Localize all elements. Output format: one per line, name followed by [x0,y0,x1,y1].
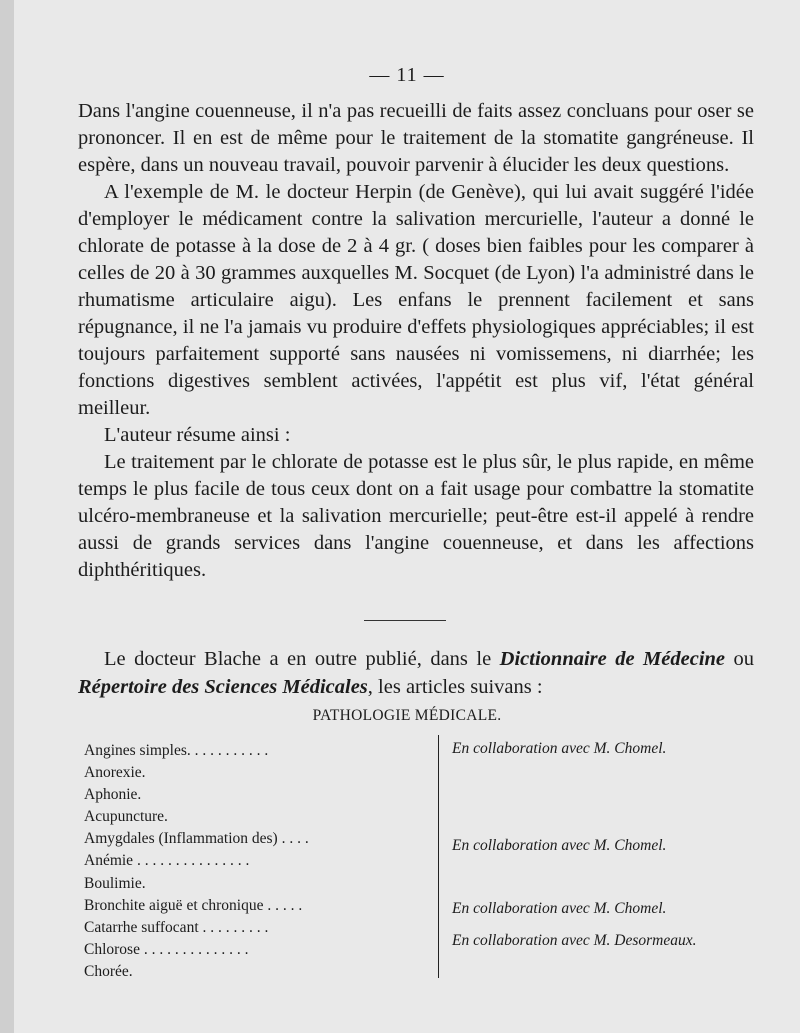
collaboration-note: En collaboration avec M. Chomel. [452,740,667,757]
list-item: Boulimie. [84,874,146,892]
document-page [14,0,800,1033]
intro-text: ou [725,648,755,670]
repertoire-title: Répertoire des Sciences Médicales [78,676,368,698]
list-item: Amygdales (Inflammation des) . . . . [84,830,309,848]
paragraph: A l'exemple de M. le docteur Herpin (de Genève), qui lui avait suggéré l'idée d'employer le médicament contre la salivation mercurielle, l'auteur a donné le chlorate de potasse à la dose de 2 à 4 gr. ( doses bien faibles pour les comparer à celles de 20 à 30 grammes auxquelles M. Socquet (de Lyon) l'a administré dans le rhumatisme articulaire aigu). Les enfans le prennent facilement et sans répugnance, il ne l'a jamais vu produire d'effets physiologiques appréciables; il est toujours parfaitement supporté sans nausées ni vomissemens, ni diarrhée; les fonctions digestives semblent activées, l'appétit est plus vif, l'état général meilleur. [78,181,754,419]
list-item: Bronchite aiguë et chronique . . . . . [84,896,303,914]
intro-text: Le docteur Blache a en outre publié, dans le [104,648,500,670]
list-item: Angines simples. . . . . . . . . . . [84,742,269,759]
list-item: Anémie . . . . . . . . . . . . . . . [84,852,250,870]
paragraph: Dans l'angine couenneuse, il n'a pas recueilli de faits assez concluans pour oser se prononcer. Il en est de même pour le traitement de la stomatite gangréneuse. Il espère, dans un nouveau travail, pouvoir parvenir à élucider les deux questions. [78,100,754,176]
page-number: — 11 — [369,64,445,86]
intro-text: , les articles suivans : [367,676,543,698]
section-divider [364,620,446,621]
collaboration-note: En collaboration avec M. Desormeaux. [452,932,697,949]
paragraph: L'auteur résume ainsi : [104,424,291,446]
collaboration-note: En collaboration avec M. Chomel. [452,900,667,917]
section-title: PATHOLOGIE MÉDICALE. [312,707,502,724]
list-item: Chorée. [84,962,133,980]
body-text [78,98,754,584]
brace-line [438,735,439,978]
collaboration-note: En collaboration avec M. Chomel. [452,837,667,854]
intro-paragraph [78,645,754,701]
dictionary-title: Dictionnaire de Médecine [499,648,726,670]
list-item: Acupuncture. [84,808,168,826]
article-list [84,740,444,983]
paragraph: Le traitement par le chlorate de potasse est le plus sûr, le plus rapide, en même temps le plus facile de tous ceux dont on a fait usage pour combattre la stomatite ulcéro-membraneuse et la salivation mercurielle; peut-être est-il appelé à rendre aussi de grands services dans l'angine couenneuse, et dans les affections diphthéritiques. [78,451,754,581]
list-item: Catarrhe suffocant . . . . . . . . . [84,918,269,936]
list-item: Chlorose . . . . . . . . . . . . . . [84,940,249,958]
list-item: Anorexie. [84,764,146,782]
list-item: Aphonie. [84,786,142,804]
